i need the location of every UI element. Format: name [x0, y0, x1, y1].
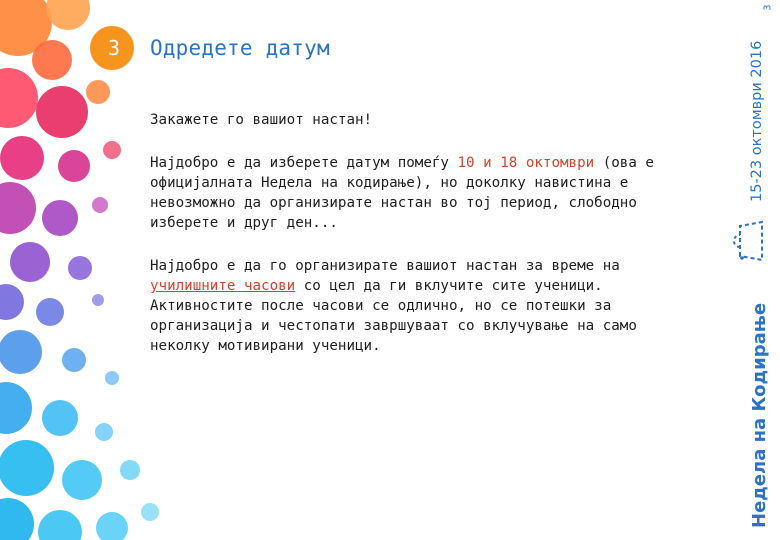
paragraph-school-hours-text-b: со цел да ги вклучите сите ученици. Активностите после часови се одлично, но се потешки за организација и честопати завршуваат со вклучување на само неколку мотивирани ученици. [150, 278, 637, 354]
date-range-highlight: 10 и 18 октомври [457, 155, 595, 171]
paragraph-school-hours-text-a: Најдобро е да го организирате вашиот настан за време на [150, 258, 620, 274]
paragraph-intro: Закажете го вашиот настан! [150, 112, 373, 128]
paragraph-date-range [150, 153, 705, 233]
page-number: 3 [762, 4, 774, 11]
step-number: 3 [108, 36, 121, 60]
slide-title: Одредете датум [150, 36, 330, 60]
paragraph-date-range-text-a: Најдобро е да изберете датум помеѓу [150, 155, 458, 171]
slide-content [150, 110, 705, 379]
paragraph-school-hours [150, 256, 705, 356]
paragraph-date-range-text-b: (ова е официјалната Недела на кодирање), но доколку навистина е невозможно да организирате настан во тој период, слободно изберете и друг ден... [150, 155, 654, 231]
event-date-text: 15-23 октомври 2016 [749, 40, 765, 202]
school-hours-highlight: училишните часови [150, 278, 296, 294]
brand-text: Недела на Кодирање [749, 302, 770, 528]
decorative-dots [0, 0, 170, 540]
